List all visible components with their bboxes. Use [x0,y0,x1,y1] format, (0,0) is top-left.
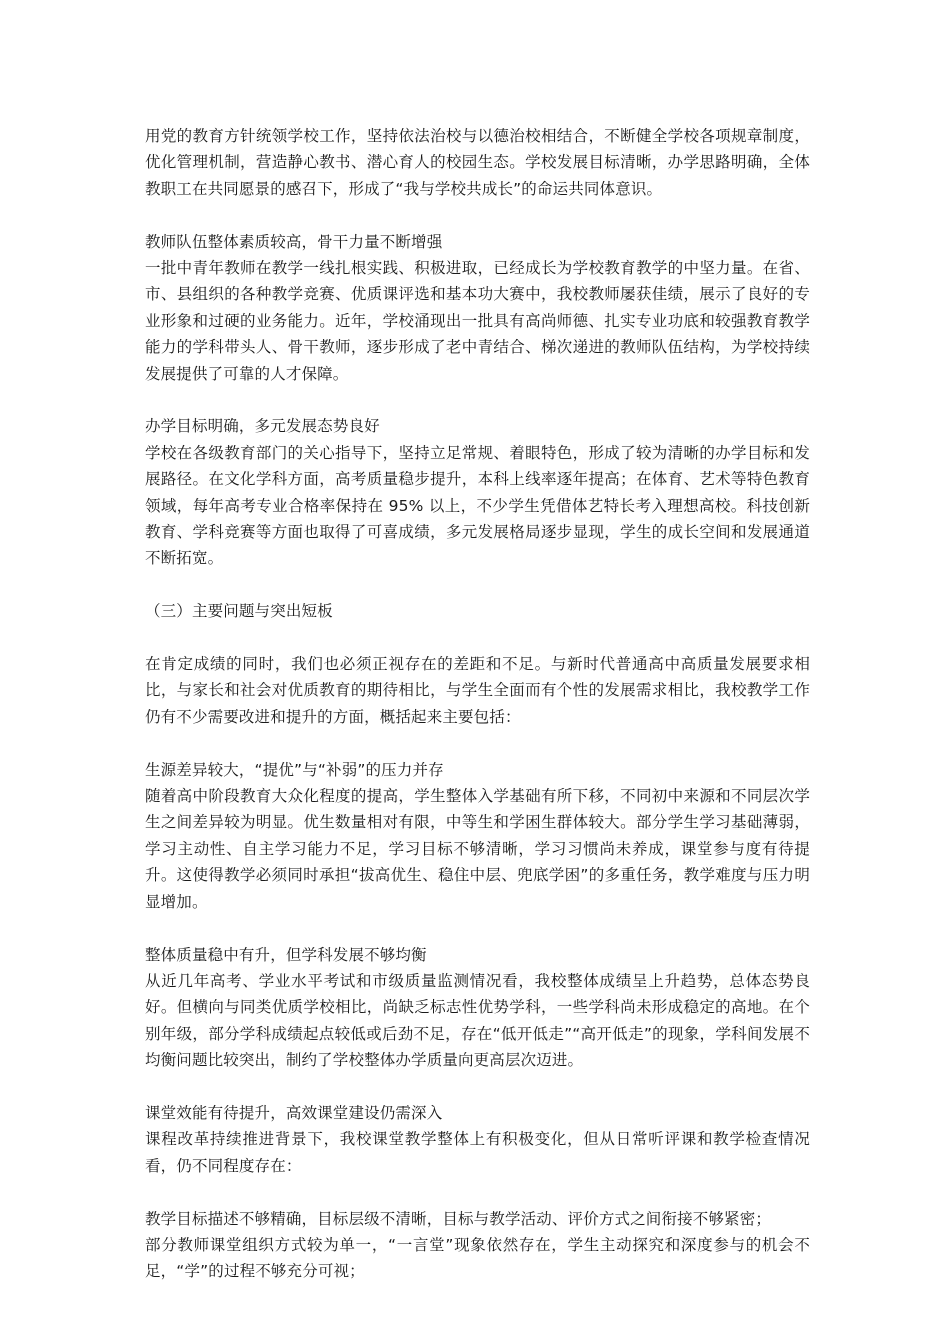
problem-block-students [145,757,810,915]
problem-heading: 课堂效能有待提升，高效课堂建设仍需深入 [145,1103,443,1122]
section-intro-paragraph: 在肯定成绩的同时，我们也必须正视存在的差距和不足。与新时代普通高中高质量发展要求相比，与家长和社会对优质教育的期待相比，与学生全面而有个性的发展需求相比，我校教学工作仍有不少需要改进和提升的方面，概括起来主要包括： [145,655,810,726]
document-body [145,123,810,1311]
problem-body: 从近几年高考、学业水平考试和市级质量监测情况看，我校整体成绩呈上升趋势，总体态势良好。但横向与同类优质学校相比，尚缺乏标志性优势学科，一些学科尚未形成稳定的高地。在个别年级，部分学科成绩起点较低或后劲不足，存在“低开低走”“高开低走”的现象，学科间发展不均衡问题比较突出，制约了学校整体办学质量向更高层次迈进。 [145,971,810,1070]
strength-block-teachers [145,229,810,387]
strength-body: 学校在各级教育部门的关心指导下，坚持立足常规、着眼特色，形成了较为清晰的办学目标和发展路径。在文化学科方面，高考质量稳步提升，本科上线率逐年提高；在体育、艺术等特色教育领域，每年高考专业合格率保持在 95% 以上，不少学生凭借体艺特长考入理想高校。科技创新教育、学科竞赛等方面也取得了可喜成绩，多元发展格局逐步显现，学生的成长空间和发展通道不断拓宽。 [145,443,810,568]
problem-heading: 生源差异较大，“提优”与“补弱”的压力并存 [145,760,444,779]
problem-heading: 整体质量稳中有升，但学科发展不够均衡 [145,945,427,964]
closing-items [145,1206,810,1285]
problem-body: 随着高中阶段教育大众化程度的提高，学生整体入学基础有所下移，不同初中来源和不同层次学生之间差异较为明显。优生数量相对有限，中等生和学困生群体较大。部分学生学习基础薄弱，学习主动性、自主学习能力不足，学习目标不够清晰，学习习惯尚未养成，课堂参与度有待提升。这使得教学必须同时承担“拔高优生、稳住中层、兜底学困”的多重任务，教学难度与压力明显增加。 [145,787,810,911]
problem-body: 课程改革持续推进背景下，我校课堂教学整体上有积极变化，但从日常听评课和教学检查情况看，仍不同程度存在： [145,1130,810,1175]
strength-block-goals [145,413,810,571]
strength-heading: 办学目标明确，多元发展态势良好 [145,417,380,436]
closing-item: 部分教师课堂组织方式较为单一，“一言堂”现象依然存在，学生主动探究和深度参与的机会不足，“学”的过程不够充分可视； [145,1235,810,1281]
problem-block-classroom [145,1100,810,1179]
section-title: （三）主要问题与突出短板 [145,602,333,621]
problem-block-subjects [145,942,810,1074]
closing-item: 教学目标描述不够精确，目标层级不清晰，目标与教学活动、评价方式之间衔接不够紧密； [145,1209,772,1228]
intro-paragraph: 用党的教育方针统领学校工作，坚持依法治校与以德治校相结合，不断健全学校各项规章制度，优化管理机制，营造静心教书、潜心育人的校园生态。学校发展目标清晰，办学思路明确，全体教职工在共同愿景的感召下，形成了“我与学校共成长”的命运共同体意识。 [145,127,810,198]
strength-body: 一批中青年教师在教学一线扎根实践、积极进取，已经成长为学校教育教学的中坚力量。在省、市、县组织的各种教学竞赛、优质课评选和基本功大赛中，我校教师屡获佳绩，展示了良好的专业形象和过硬的业务能力。近年，学校涌现出一批具有高尚师德、扎实专业功底和较强教育教学能力的学科带头人、骨干教师，逐步形成了老中青结合、梯次递进的教师队伍结构，为学校持续发展提供了可靠的人才保障。 [145,259,810,383]
strength-heading: 教师队伍整体素质较高，骨干力量不断增强 [145,232,443,251]
